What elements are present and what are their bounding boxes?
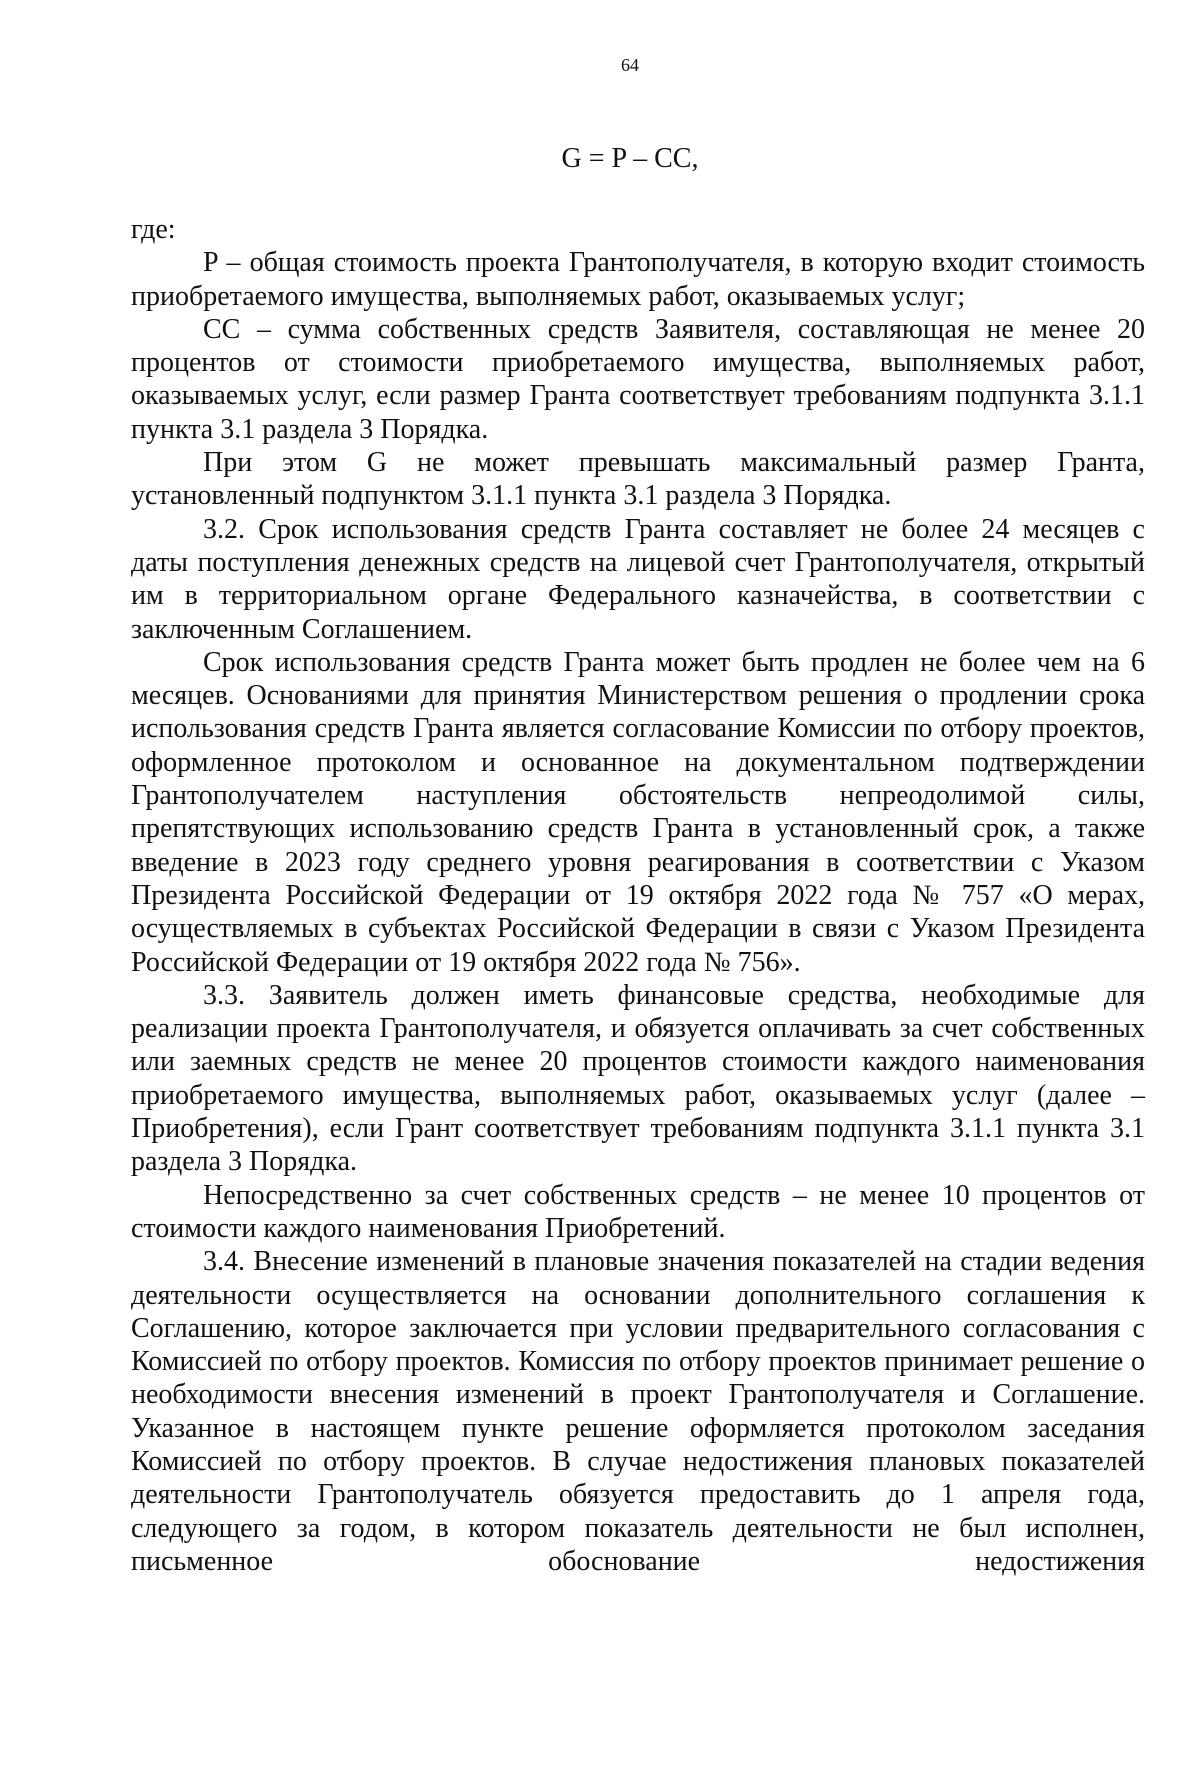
paragraph-term-extension: Срок использования средств Гранта может быть продлен не более чем на 6 месяцев. Основаниями для принятия Министерством решения о продлении срока использования средств Гранта является согласование Комиссии по отбору проектов, оформленное протоколом и основанное на документальном подтверждении Грантополучателем наступления обстоятельств непреодолимой силы, препятствующих использованию средств Гранта в установленный срок, а также введение в 2023 году среднего уровня реагирования в соответствии с Указом Президента Российской Федерации от 19 октября 2022 года № 757 «О мерах, осуществляемых в субъектах Российской Федерации в связи с Указом Президента Российской Федерации от 19 октября 2022 года № 756». bbox=[131, 646, 1145, 978]
formula: G = P – CC, bbox=[561, 143, 699, 174]
paragraph-p-definition: P – общая стоимость проекта Грантополучателя, в которую входит стоимость приобретаемого имущества, выполняемых работ, оказываемых услуг; bbox=[131, 247, 1145, 312]
paragraph-3-4: 3.4. Внесение изменений в плановые значения показателей на стадии ведения деятельности осуществляется на основании дополнительного соглашения к Соглашению, которое заключается при условии предварительного согласования с Комиссией по отбору проектов. Комиссия по отбору проектов принимает решение о необходимости внесения изменений в проект Грантополучателя и Соглашение. Указанное в настоящем пункте решение оформляется протоколом заседания Комиссией по отбору проектов. В случае недостижения плановых показателей деятельности Грантополучатель обязуется предоставить до 1 апреля года, следующего за годом, в котором показатель деятельности не был исполнен, письменное обоснование недостижения bbox=[131, 1246, 1145, 1577]
paragraph-3-3: 3.3. Заявитель должен иметь финансовые средства, необходимые для реализации проекта Грантополучателя, и обязуется оплачивать за счет собственных или заемных средств не менее 20 процентов стоимости каждого наименования приобретаемого имущества, выполняемых работ, оказываемых услуг (далее – Приобретения), если Грант соответствует требованиям подпункта 3.1.1 пункта 3.1 раздела 3 Порядка. bbox=[131, 979, 1145, 1178]
paragraph-cc-definition: CC – сумма собственных средств Заявителя, составляющая не менее 20 процентов от стоимости приобретаемого имущества, выполняемых работ, оказываемых услуг, если размер Гранта соответствует требованиям подпункта 3.1.1 пункта 3.1 раздела 3 Порядка. bbox=[131, 313, 1145, 445]
paragraph-g-limit: При этом G не может превышать максимальный размер Гранта, установленный подпунктом 3.1.1 пункта 3.1 раздела 3 Порядка. bbox=[131, 447, 1145, 512]
paragraph-own-funds: Непосредственно за счет собственных средств – не менее 10 процентов от стоимости каждого наименования Приобретений. bbox=[131, 1179, 1145, 1244]
paragraph-3-2: 3.2. Срок использования средств Гранта составляет не более 24 месяцев с даты поступления денежных средств на лицевой счет Грантополучателя, открытый им в территориальном органе Федерального казначейства, в соответствии с заключенным Соглашением. bbox=[131, 513, 1145, 645]
page-number: 64 bbox=[621, 55, 639, 75]
paragraph-where: где: bbox=[131, 214, 176, 245]
document-body bbox=[131, 213, 1145, 1578]
